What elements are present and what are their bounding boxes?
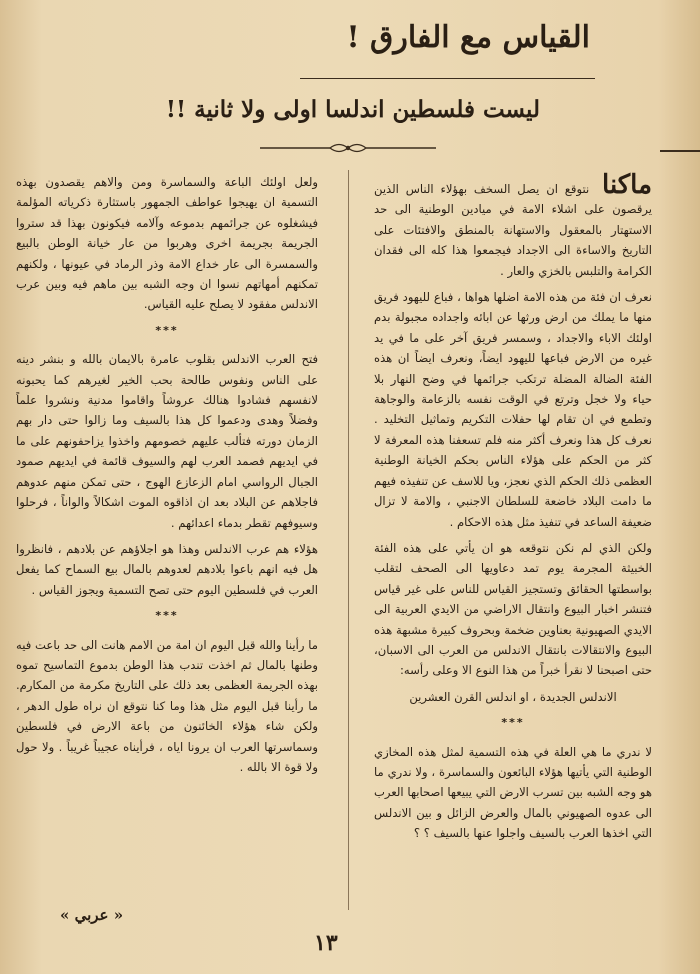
paragraph: نعرف ان فئة من هذه الامة اضلها هواها ، فباع لليهود فريق منها ما يملك من ارض ورثها عن ابائه واجداده مجبولة بدم اولئك الاباء والاجداد ، وسمسر فريق آخر على ما في يد غيره من الارض فباعها لليهود ايضاً، ونعرف ايضاً ان هذه الفئة الضالة المضلة ترتكب جرائمها في وضح النهار بلا حياء ولا خجل وترتع في الوقت نفسه بالزعامة والوجاهة وتطمع في ان تقام لها حفلات التكريم وتماثيل التخليد . نعرف كل هذا ونعرف أكثر منه فلم تسعفنا هذه المعرفة لا كثر من الحكم على هؤلاء الناس بحكم الخيانة الوطنية العظمى ذلك الحكم الذي نعجز، ويا للاسف عن تنفيذه فيهم ما دامت البلاد خاضعة للسلطان الاجنبي ، والامة لا تزال ضعيفة الساعد في تنفيذ مثل هذه الاحكام .: [374, 290, 652, 529]
right-column: [374, 172, 652, 850]
section-separator: ***: [501, 716, 525, 730]
section-separator: ***: [155, 609, 179, 623]
article-title: القياس مع الفارق !: [346, 20, 590, 55]
edge-rule: [660, 150, 700, 152]
section-separator: ***: [155, 323, 179, 337]
paragraph-text: نتوقع ان يصل السخف بهؤلاء الناس الذين يرقصون على اشلاء الامة في ميادين الوطنية الى حد الاستهتار بالمعقول والاستهانة بالمنطق والافتئات على التاريخ والاساءة الى الاجداد فيجمعوا هذا كله الى فقدان الكرامة والتلبس بالخزي والعار .: [374, 182, 652, 278]
opening-paragraph: [374, 172, 652, 281]
paragraph: هؤلاء هم عرب الاندلس وهذا هو اجلاؤهم عن بلادهم ، فانظروا هل فيه انهم باعوا بلادهم لعدوهم بالمال بيع السماح كما يفعل العرب في فلسطين اليوم حتى تصح التسمية ويجوز القياس .: [16, 541, 318, 597]
author-signature: « عربي »: [60, 906, 124, 924]
paragraph: ولكن الذي لم نكن نتوقعه هو ان يأتي على هذه الفئة الخبيثة المجرمة يوم تمد دعاويها الى الصحف لتقلب بواسطتها الحقائق وتستجيز القياس للناس على غير قياس فتنشر اخبار البيوع وانتقال الاراضي من الايدي العربية الى الايدي الصهيونية بعناوين ضخمة وبحروف كبيرة مشبهة هذه البيوع والانتقالات بانتقال الاندلس من العرب الى الاسبان، حتى اصبحنا لا نقرأ خبراً من هذا النوع الا وعلى رأسه:: [374, 540, 652, 678]
paragraph: فتح العرب الاندلس بقلوب عامرة بالايمان بالله و بنشر دينه على الناس ونفوس طالحة بحب الخير لغيرهم كما يحبونه لانفسهم فشادوا هنالك عروشاً واقاموا مدنية ونشروا علماً وفضلاً وهدى ودعموا كل هذا بالسيف وما زالوا حتى دار بهم الزمان دورته فتألب عليهم خصومهم واخذوا يزاحفونهم على ما في ايديهم فصمد العرب لهم والسيوف قائمة في ايديهم صمود الجبال الرواسي امام الزعازع الهوج ، حتى تمكن منهم عدوهم فاجلاهم عن البلاد بعد ان اذاقوه الموت اشكالاً والواناً ، فرحلوا وسيوفهم تقطر بدماء اعدائهم .: [16, 352, 318, 530]
quoted-headline: الاندلس الجديدة ، او اندلس القرن العشرين: [409, 689, 617, 704]
left-column: [16, 172, 318, 783]
paragraph: لا ندري ما هي العلة في هذه التسمية لمثل هذه المخازي الوطنية التي يأتيها هؤلاء البائعون والسماسرة ، ولا ندري ما هو وجه الشبه بين تسرب الارض التي يبيعها اصحابها العرب الى عدوه الصهيوني بالمال والعرض الزائل و بين الاندلس التي اخذها العرب بالسيف واجلوا عنها بالسيف ؟ ؟: [374, 744, 652, 841]
article-subtitle: ليست فلسطين اندلسا اولى ولا ثانية !!: [165, 96, 540, 123]
title-underline: [300, 78, 595, 79]
column-divider: [348, 170, 349, 910]
page-number: ١٣: [314, 930, 338, 956]
kicker-word: ماكنا: [602, 170, 653, 200]
paragraph: ولعل اولئك الباعة والسماسرة ومن والاهم يقصدون بهذه التسمية ان يهيجوا عواطف الجمهور باستثارة ذكرياته المؤلمة فيشغلوه عن جرائمهم بدموعه وآلامه فيكونون بهذا قد ستروا الجريمة بجريمة اخرى وهربوا من عار خيانة الوطن بالبيع والسمسرة الى عار خداع الامة وذر الرماد في عيونها ، ولكنهم تمكنهم أمهاتهم نسوا ان وجه الشبه بين ماهم فيه وبين عرب الاندلس مفقود لا يصلح عليه القياس.: [16, 175, 318, 312]
ornament-divider-icon: [258, 140, 438, 156]
paragraph: ما رأينا والله قبل اليوم ان امة من الامم هانت الى حد باعت فيه وطنها بالمال ثم اخذت تندب هذا الوطن بدموع التماسيح تموه بهذه الجريمة العظمى بعد ذلك على التاريخ مكرمة من المكارم. ما رأينا قبل اليوم مثل هذا وما كنا نتوقع ان نراه طول الدهر ، ولكن شاء هؤلاء الخائنون من باعة الارض في فلسطين وسماسرتها العرب ان يرونا اياه ، فرأيناه عجيباً غريباً . ولا حول ولا قوة الا بالله .: [16, 637, 318, 774]
